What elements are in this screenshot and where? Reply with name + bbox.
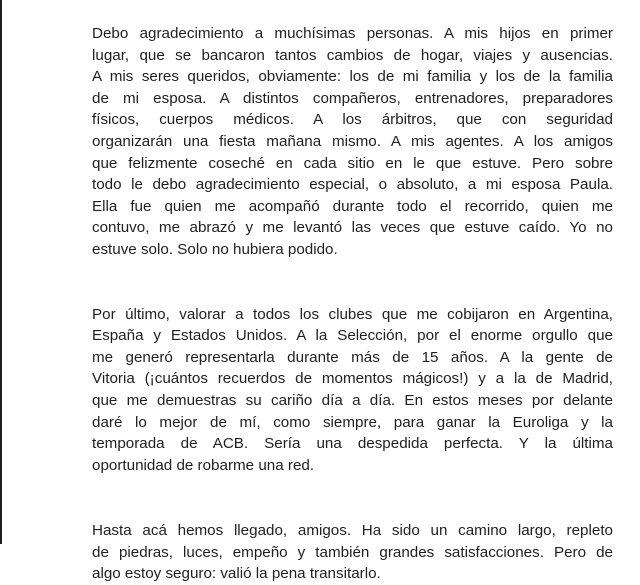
text-line: algo estoy seguro: valió la pena transitarlo. [92,565,381,583]
text-line: Debo agradecimiento a muchísimas personas. A mis hijos en primer [92,25,613,42]
text-line: Por último, valorar a todos los clubes que me cobijaron en Argentina, [92,305,613,323]
text-line: estuve solo. Solo no hubiera podido. [92,240,338,258]
paragraph-spacer [92,476,613,520]
text-line: España y Estados Unidos. A la Selección, por el enorme orgullo que [92,327,613,345]
text-line: temporada de ACB. Sería una despedida perfecta. Y la última [92,435,613,453]
text-line: daré lo mejor de mí, como siempre, para ganar la Euroliga y la [92,413,613,431]
text-line: A mis seres queridos, obviamente: los de mi familia y los de la familia [92,68,613,86]
paragraph-acknowledgements [92,23,613,261]
paragraph-clubs [92,304,613,477]
text-line: Ella fue quien me acompañó durante todo el recorrido, quien me [92,197,613,215]
text-line: Vitoria (¡cuántos recuerdos de momentos mágicos!) y a la de Madrid, [92,370,613,388]
text-line: que me demuestras su cariño día a día. En estos meses por delante [92,391,613,409]
text-line: que felizmente coseché en cada sitio en le que estuve. Pero sobre [92,154,613,172]
paragraph-spacer [92,261,613,304]
text-line: me generó representarla durante más de 15 años. A la gente de [92,348,613,366]
text-line: Hasta acá hemos llegado, amigos. Ha sido un camino largo, repleto [92,522,613,540]
text-line: organizarán una fiesta mañana mismo. A mis agentes. A los amigos [92,132,613,150]
text-line: de piedras, luces, empeño y también grandes satisfacciones. Pero de [92,543,613,561]
text-line: físicos, cuerpos médicos. A los árbitros, que con seguridad [92,111,613,129]
left-edge-border [0,0,2,544]
text-line: lugar, que se bancaron tantos cambios de hogar, viajes y ausencias. [92,46,613,64]
text-line: todo le debo agradecimiento especial, o absoluto, a mi esposa Paula. [92,176,613,194]
document-page [92,23,613,585]
text-line: oportunidad de robarme una red. [92,456,315,474]
text-line: de mi esposa. A distintos compañeros, entrenadores, preparadores [92,89,613,107]
paragraph-closing [92,520,613,585]
text-line: contuvo, me abrazó y me levantó las veces que estuve caído. Yo no [92,219,613,237]
